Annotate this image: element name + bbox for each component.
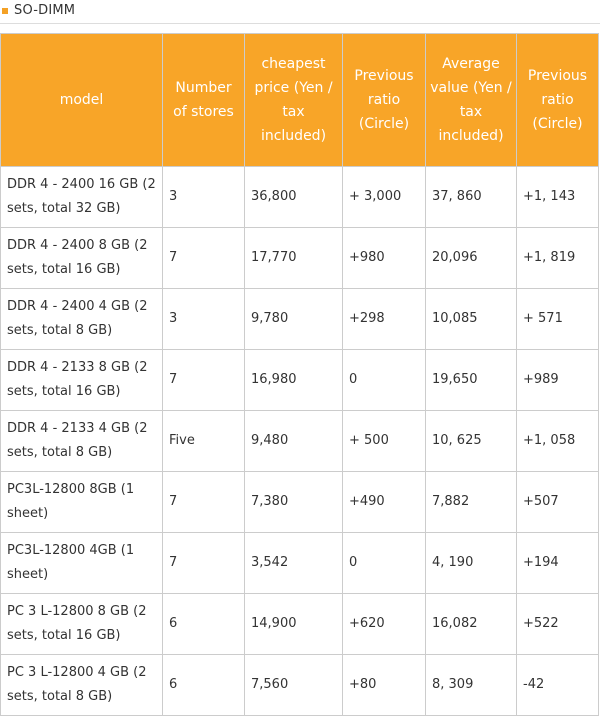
header-cheapest-price: cheapest price (Yen / tax included) [245, 34, 343, 167]
cell-model: DDR 4 - 2400 4 GB (2 sets, total 8 GB) [1, 289, 163, 350]
header-previous-ratio-average: Previous ratio (Circle) [517, 34, 599, 167]
cell-cheapest-price: 36,800 [245, 167, 343, 228]
cell-previous-ratio: 0 [343, 350, 426, 411]
cell-average-value: 10,085 [426, 289, 517, 350]
cell-cheapest-price: 7,380 [245, 472, 343, 533]
table-header-row [1, 34, 599, 167]
section-title: SO-DIMM [14, 3, 76, 18]
cell-model: PC 3 L-12800 4 GB (2 sets, total 8 GB) [1, 655, 163, 716]
cell-cheapest-price: 3,542 [245, 533, 343, 594]
cell-average-previous-ratio: + 571 [517, 289, 599, 350]
cell-stores: 7 [163, 472, 245, 533]
cell-average-previous-ratio: +1, 143 [517, 167, 599, 228]
header-number-of-stores: Number of stores [163, 34, 245, 167]
cell-stores: 7 [163, 350, 245, 411]
cell-average-previous-ratio: -42 [517, 655, 599, 716]
cell-cheapest-price: 9,780 [245, 289, 343, 350]
cell-stores: 7 [163, 533, 245, 594]
cell-average-previous-ratio: +989 [517, 350, 599, 411]
cell-model: DDR 4 - 2400 8 GB (2 sets, total 16 GB) [1, 228, 163, 289]
cell-previous-ratio: 0 [343, 533, 426, 594]
cell-cheapest-price: 16,980 [245, 350, 343, 411]
cell-previous-ratio: + 3,000 [343, 167, 426, 228]
table-row [1, 411, 599, 472]
cell-stores: 7 [163, 228, 245, 289]
table-row [1, 594, 599, 655]
cell-average-value: 4, 190 [426, 533, 517, 594]
section-heading [0, 0, 600, 24]
cell-cheapest-price: 14,900 [245, 594, 343, 655]
cell-cheapest-price: 7,560 [245, 655, 343, 716]
cell-previous-ratio: +80 [343, 655, 426, 716]
cell-model: PC3L-12800 8GB (1 sheet) [1, 472, 163, 533]
table-row [1, 533, 599, 594]
table-row [1, 472, 599, 533]
header-previous-ratio: Previous ratio (Circle) [343, 34, 426, 167]
header-model: model [1, 34, 163, 167]
cell-model: PC3L-12800 4GB (1 sheet) [1, 533, 163, 594]
heading-marker-icon [2, 8, 8, 14]
cell-average-value: 37, 860 [426, 167, 517, 228]
table-row [1, 350, 599, 411]
cell-model: PC 3 L-12800 8 GB (2 sets, total 16 GB) [1, 594, 163, 655]
cell-average-previous-ratio: +522 [517, 594, 599, 655]
table-row [1, 655, 599, 716]
cell-previous-ratio: +980 [343, 228, 426, 289]
cell-cheapest-price: 9,480 [245, 411, 343, 472]
cell-average-value: 7,882 [426, 472, 517, 533]
cell-stores: 6 [163, 594, 245, 655]
cell-model: DDR 4 - 2133 8 GB (2 sets, total 16 GB) [1, 350, 163, 411]
cell-stores: 3 [163, 167, 245, 228]
cell-average-previous-ratio: +194 [517, 533, 599, 594]
cell-average-previous-ratio: +1, 058 [517, 411, 599, 472]
cell-average-value: 10, 625 [426, 411, 517, 472]
cell-stores: 6 [163, 655, 245, 716]
cell-average-previous-ratio: +507 [517, 472, 599, 533]
cell-model: DDR 4 - 2133 4 GB (2 sets, total 8 GB) [1, 411, 163, 472]
table-row [1, 167, 599, 228]
header-average-value: Average value (Yen / tax included) [426, 34, 517, 167]
cell-model: DDR 4 - 2400 16 GB (2 sets, total 32 GB) [1, 167, 163, 228]
cell-previous-ratio: +490 [343, 472, 426, 533]
cell-stores: Five [163, 411, 245, 472]
cell-average-value: 19,650 [426, 350, 517, 411]
cell-stores: 3 [163, 289, 245, 350]
cell-cheapest-price: 17,770 [245, 228, 343, 289]
table-row [1, 228, 599, 289]
cell-previous-ratio: + 500 [343, 411, 426, 472]
table-row [1, 289, 599, 350]
cell-average-value: 8, 309 [426, 655, 517, 716]
cell-average-value: 20,096 [426, 228, 517, 289]
cell-previous-ratio: +620 [343, 594, 426, 655]
cell-previous-ratio: +298 [343, 289, 426, 350]
cell-average-previous-ratio: +1, 819 [517, 228, 599, 289]
price-table [0, 33, 599, 716]
cell-average-value: 16,082 [426, 594, 517, 655]
